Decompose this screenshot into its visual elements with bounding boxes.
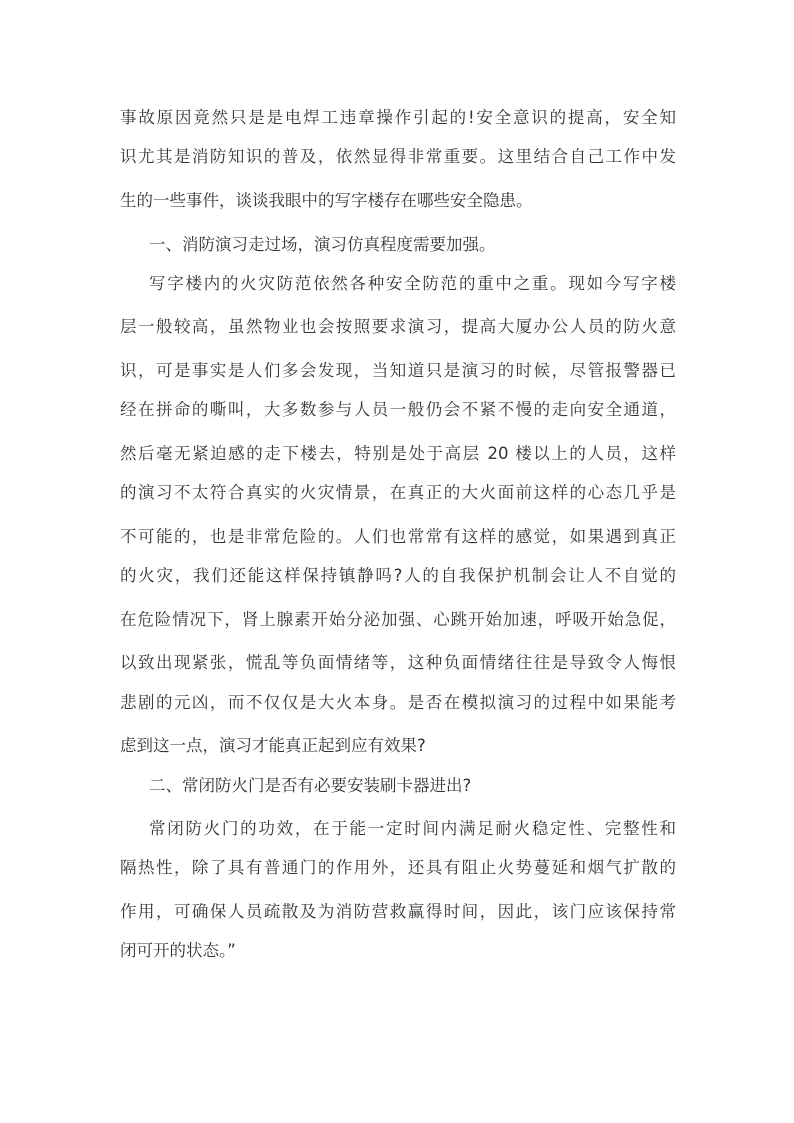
- paragraph-line: 以致出现紧张，慌乱等负面情绪等，这种负面情绪往往是导致令人悔恨: [120, 653, 676, 672]
- paragraph-line: 事故原因竟然只是是电焊工违章操作引起的!安全意识的提高，安全知: [120, 108, 676, 127]
- paragraph-line: 作用，可确保人员疏散及为消防营救赢得时间，因此，该门应该保持常: [120, 902, 676, 921]
- paragraph-line: 不可能的，也是非常危险的。人们也常常有这样的感觉，如果遇到真正: [120, 527, 676, 546]
- paragraph-line: 在危险情况下，肾上腺素开始分泌加强、心跳开始加速，呼吸开始急促，: [120, 610, 676, 629]
- paragraph-line: 识，可是事实是人们多会发现，当知道只是演习的时候，尽管报警器已: [120, 361, 676, 380]
- section-heading: 一、消防演习走过场，演习仿真程度需要加强。: [149, 235, 496, 254]
- paragraph-line: 写字楼内的火灾防范依然各种安全防范的重中之重。现如今写字楼: [149, 274, 676, 293]
- paragraph-line: 经在拼命的嘶叫，大多数参与人员一般仍会不紧不慢的走向安全通道，: [120, 400, 676, 419]
- paragraph-line: 闭可开的状态。”: [120, 941, 236, 960]
- paragraph-line: 识尤其是消防知识的普及，依然显得非常重要。这里结合自己工作中发: [120, 147, 676, 166]
- paragraph-line: 常闭防火门的功效，在于能一定时间内满足耐火稳定性、完整性和: [149, 819, 676, 838]
- paragraph-line: 生的一些事件，谈谈我眼中的写字楼存在哪些安全隐患。: [120, 191, 533, 210]
- paragraph-line: 隔热性，除了具有普通门的作用外，还具有阻止火势蔓延和烟气扩散的: [120, 858, 676, 877]
- paragraph-line: 的火灾，我们还能这样保持镇静吗?人的自我保护机制会让人不自觉的: [120, 566, 676, 585]
- paragraph-line: 然后毫无紧迫感的走下楼去，特别是处于高层 20 楼以上的人员，这样: [120, 444, 676, 463]
- paragraph-line: 虑到这一点，演习才能真正起到应有效果?: [120, 736, 426, 755]
- paragraph-line: 层一般较高，虽然物业也会按照要求演习，提高大厦办公人员的防火意: [120, 317, 676, 336]
- paragraph-line: 的演习不太符合真实的火灾情景，在真正的大火面前这样的心态几乎是: [120, 483, 676, 502]
- paragraph-line: 悲剧的元凶，而不仅仅是大火本身。是否在模拟演习的过程中如果能考: [120, 693, 676, 712]
- section-heading: 二、常闭防火门是否有必要安装刷卡器进出?: [149, 776, 472, 795]
